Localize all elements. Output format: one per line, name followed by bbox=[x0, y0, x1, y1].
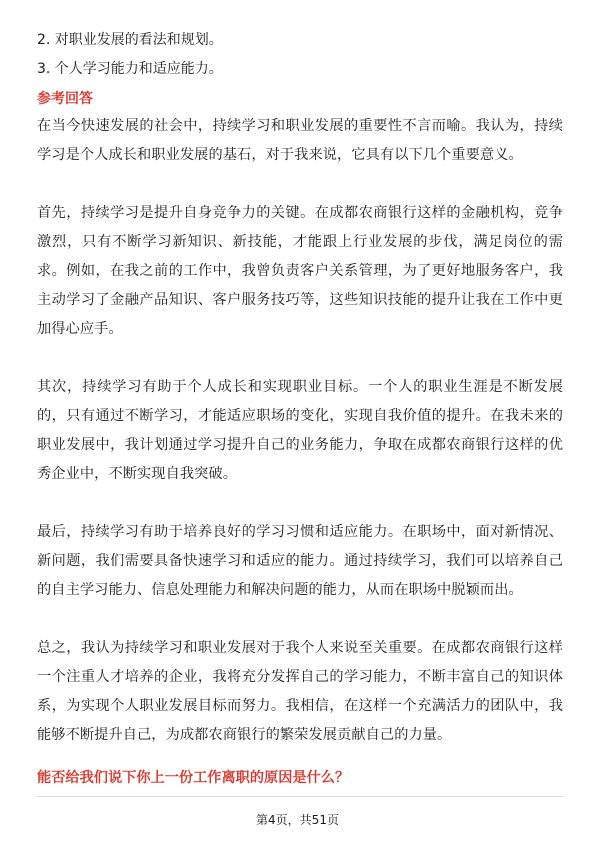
answer-paragraph-second: 其次，持续学习有助于个人成长和实现职业目标。一个人的职业生涯是不断发展的，只有通过不断学习，才能适应职场的变化，实现自我价值的提升。在我未来的职业发展中，我计划通过学习提升自己的业务能力，争取在成都农商银行这样的优秀企业中，不断实现自我突破。 bbox=[37, 379, 563, 482]
answer-paragraph-last: 最后，持续学习有助于培养良好的学习习惯和适应能力。在职场中，面对新情况、新问题，我们需要具备快速学习和适应的能力。通过持续学习，我们可以培养自己的自主学习能力、信息处理能力和解决问题的能力，从而在职场中脱颖而出。 bbox=[37, 524, 563, 598]
reference-answer-heading: 参考回答 bbox=[37, 91, 93, 107]
answer-paragraph-first: 首先，持续学习是提升自身竞争力的关键。在成都农商银行这样的金融机构，竞争激烈，只有不断学习新知识、新技能，才能跟上行业发展的步伐，满足岗位的需求。例如，在我之前的工作中，我曾负责客户关系管理，为了更好地服务客户，我主动学习了金融产品知识、客户服务技巧等，这些知识技能的提升让我在工作中更加得心应手。 bbox=[37, 205, 563, 337]
answer-paragraph-conclusion: 总之，我认为持续学习和职业发展对于我个人来说至关重要。在成都农商银行这样一个注重人才培养的企业，我将充分发挥自己的学习能力，不断丰富自己的知识体系，为实现个人职业发展目标而努力。我相信，在这样一个充满活力的团队中，我能够不断提升自己，为成都农商银行的繁荣发展贡献自己的力量。 bbox=[37, 640, 563, 743]
footer-divider bbox=[37, 796, 563, 797]
answer-paragraph-intro: 在当今快速发展的社会中，持续学习和职业发展的重要性不言而喻。我认为，持续学习是个人成长和职业发展的基石，对于我来说，它具有以下几个重要意义。 bbox=[37, 118, 563, 163]
list-item-2: 2. 对职业发展的看法和规划。 bbox=[37, 32, 223, 48]
page-number: 第4页，共51页 bbox=[256, 813, 339, 827]
list-item-3: 3. 个人学习能力和适应能力。 bbox=[37, 61, 223, 77]
page-content bbox=[37, 26, 563, 750]
next-interview-question: 能否给我们说下你上一份工作离职的原因是什么？ bbox=[37, 770, 350, 786]
